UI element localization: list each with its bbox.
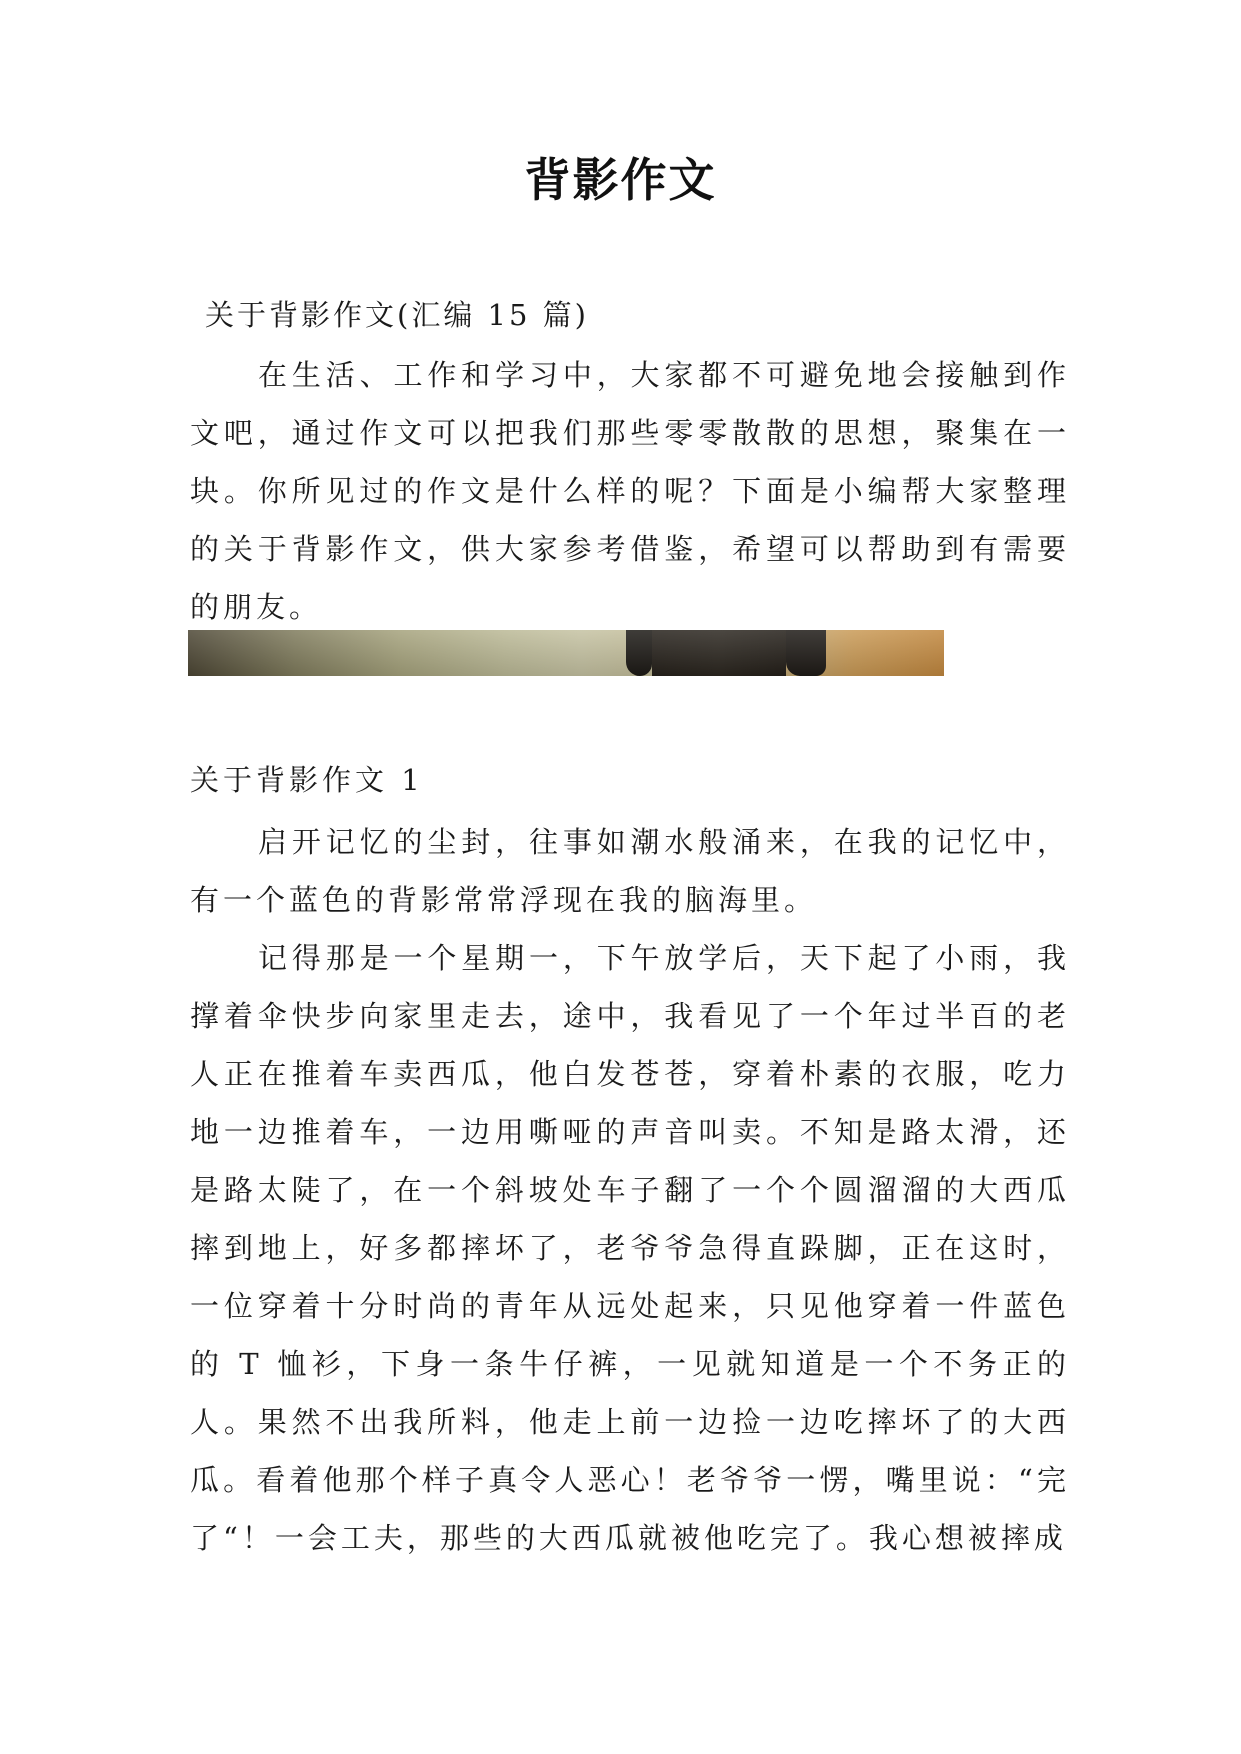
document-subtitle: 关于背影作文(汇编 15 篇) <box>205 298 589 332</box>
essay-body <box>190 813 1070 1567</box>
essay-paragraph: 启开记忆的尘封，往事如潮水般涌来，在我的记忆中，有一个蓝色的背影常常浮现在我的脑海里。 <box>190 825 1070 917</box>
intro-paragraph: 在生活、工作和学习中，大家都不可避免地会接触到作文吧，通过作文可以把我们那些零零散散的思想，聚集在一块。你所见过的作文是什么样的呢？下面是小编帮大家整理的关于背影作文，供大家参考借鉴，希望可以帮助到有需要的朋友。 <box>190 358 1070 624</box>
section-heading: 关于背影作文 1 <box>190 763 424 797</box>
cover-photo <box>188 630 944 676</box>
essay-paragraph: 记得那是一个星期一，下午放学后，天下起了小雨，我撑着伞快步向家里走去，途中，我看见了一个年过半百的老人正在推着车卖西瓜，他白发苍苍，穿着朴素的衣服，吃力地一边推着车，一边用嘶哑的声音叫卖。不知是路太滑，还是路太陡了，在一个斜坡处车子翻了一个个圆溜溜的大西瓜摔到地上，好多都摔坏了，老爷爷急得直跺脚，正在这时，一位穿着十分时尚的青年从远处起来，只见他穿着一件蓝色的 T 恤衫，下身一条牛仔裤，一见就知道是一个不务正的人。果然不出我所料，他走上前一边捡一边吃摔坏了的大西瓜。看着他那个样子真令人恶心！老爷爷一愣，嘴里说：“完了“！一会工夫，那些的大西瓜就被他吃完了。我心想被摔成 <box>190 941 1070 1555</box>
document-title: 背影作文 <box>524 153 717 207</box>
